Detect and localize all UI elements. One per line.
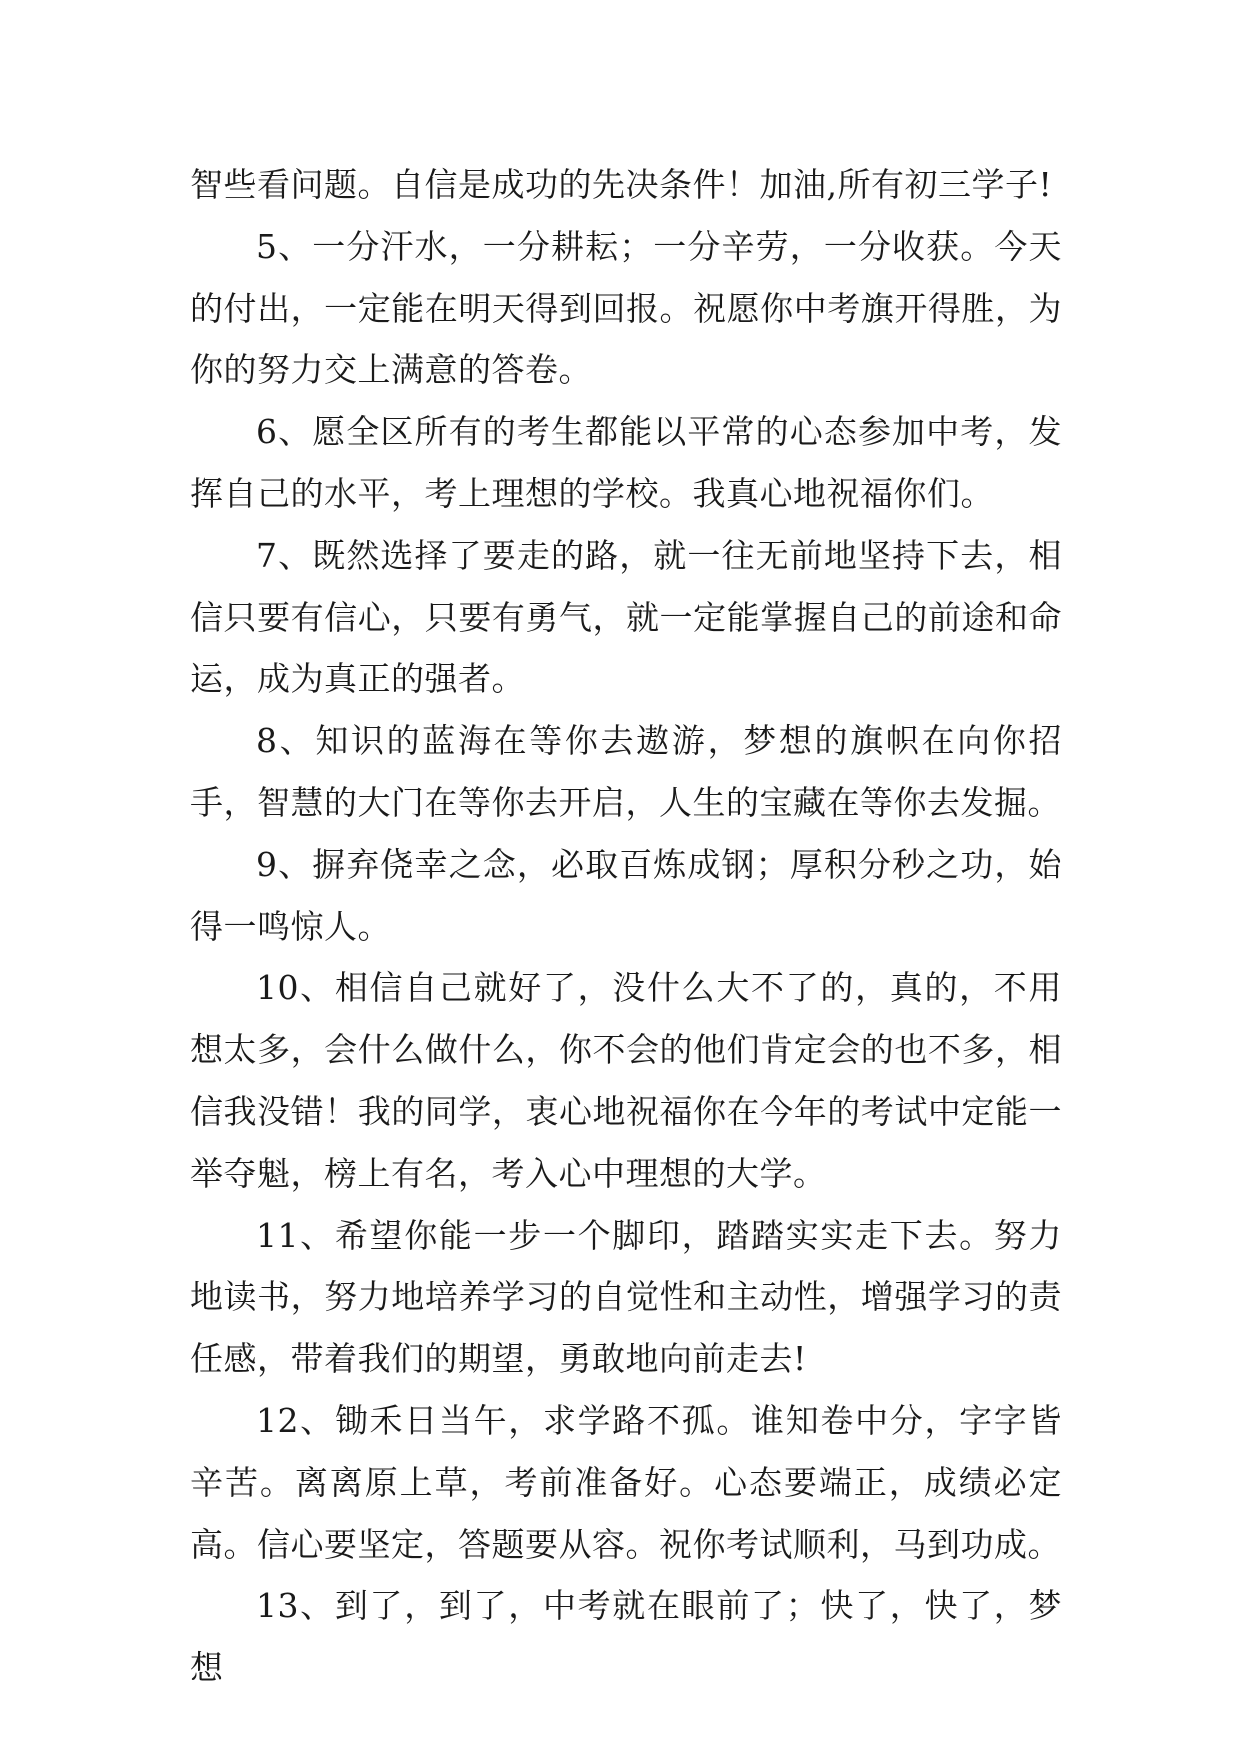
paragraph-11: 11、希望你能一步一个脚印，踏踏实实走下去。努力地读书，努力地培养学习的自觉性和主动性，增强学习的责任感，带着我们的期望，勇敢地向前走去! (190, 1215, 1062, 1379)
paragraph-6: 6、愿全区所有的考生都能以平常的心态参加中考，发挥自己的水平，考上理想的学校。我真心地祝福你们。 (190, 412, 1062, 513)
paragraph-5: 5、一分汗水，一分耕耘；一分辛劳，一分收获。今天的付出，一定能在明天得到回报。祝愿你中考旗开得胜，为你的努力交上满意的答卷。 (190, 226, 1062, 390)
paragraph-7: 7、既然选择了要走的路，就一往无前地坚持下去，相信只要有信心，只要有勇气，就一定能掌握自己的前途和命运，成为真正的强者。 (190, 535, 1062, 699)
paragraph-9: 9、摒弃侥幸之念，必取百炼成钢；厚积分秒之功，始得一鸣惊人。 (190, 844, 1062, 946)
paragraph-12: 12、锄禾日当午，求学路不孤。谁知卷中分，字字皆辛苦。离离原上草，考前准备好。心态要端正，成绩必定高。信心要坚定，答题要从容。祝你考试顺利，马到功成。 (190, 1400, 1062, 1564)
paragraph-8: 8、知识的蓝海在等你去遨游，梦想的旗帜在向你招手，智慧的大门在等你去开启，人生的宝藏在等你去发掘。 (190, 721, 1062, 822)
paragraph-13: 13、到了，到了，中考就在眼前了；快了，快了，梦想 (190, 1586, 1062, 1688)
document-body (190, 154, 1062, 1699)
paragraph-10: 10、相信自己就好了，没什么大不了的，真的，不用想太多，会什么做什么，你不会的他们肯定会的也不多，相信我没错！我的同学，衷心地祝福你在今年的考试中定能一举夺魁，榜上有名，考入心中理想的大学。 (190, 968, 1062, 1193)
paragraph-continuation: 智些看问题。自信是成功的先决条件！加油,所有初三学子! (190, 165, 1053, 204)
